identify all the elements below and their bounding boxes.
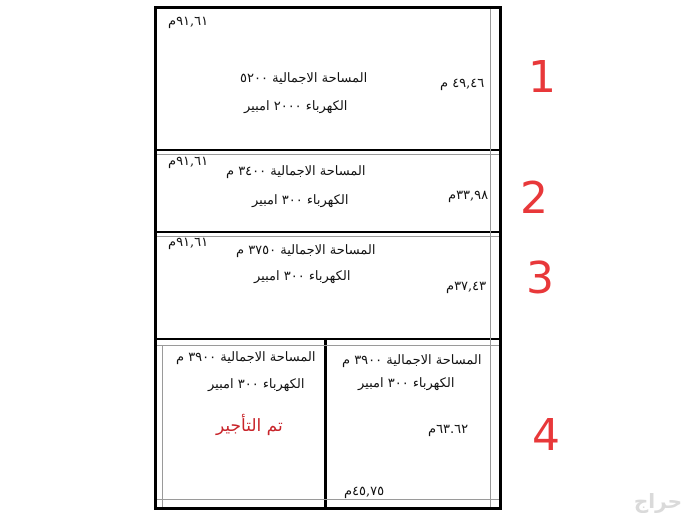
plot-2-number: 2 bbox=[520, 173, 548, 224]
plot-2-side-dimension: ٣٣,٩٨م bbox=[448, 188, 489, 203]
plot-4-right-electricity: الكهرباء ٣٠٠ امبير bbox=[358, 376, 455, 391]
plot-4-bottom-dimension: ٤٥,٧٥م bbox=[344, 484, 385, 499]
plot-1-number: 1 bbox=[528, 52, 556, 103]
plot-4-left-rented-status: تم التأجير bbox=[216, 416, 283, 436]
plot-4-right-area: المساحة الاجمالية ٣٩٠٠ م bbox=[342, 353, 482, 368]
plot-3-electricity: الكهرباء ٣٠٠ امبير bbox=[254, 269, 351, 284]
plot-3-top-dimension: ٩١,٦١م bbox=[168, 235, 209, 250]
plot-1-top-dimension: ٩١,٦١م bbox=[168, 14, 209, 29]
plot-2-area: المساحة الاجمالية ٣٤٠٠ م bbox=[226, 164, 366, 179]
plot-2-electricity: الكهرباء ٣٠٠ امبير bbox=[252, 193, 349, 208]
guide-line-4 bbox=[157, 345, 499, 346]
guide-line-left bbox=[162, 345, 163, 507]
plan-border-top bbox=[154, 6, 502, 9]
plot-4-side-dimension: ٦٣.٦٢م bbox=[428, 422, 469, 437]
plan-border-bottom bbox=[154, 507, 502, 510]
plot-1-area: المساحة الاجمالية ٥٢٠٠ bbox=[240, 71, 368, 86]
plot-4-number: 4 bbox=[532, 410, 560, 461]
divider-plot-2-3 bbox=[154, 231, 502, 233]
guide-line-mid bbox=[157, 236, 499, 237]
guide-line-top bbox=[157, 154, 499, 155]
plot-3-number: 3 bbox=[526, 253, 554, 304]
plot-1-side-dimension: ٤٩,٤٦ م bbox=[440, 76, 485, 91]
divider-plot-1-2 bbox=[154, 149, 502, 151]
plan-border-left bbox=[154, 6, 157, 510]
divider-plot-4-units bbox=[324, 338, 327, 510]
plot-3-side-dimension: ٣٧,٤٣م bbox=[446, 279, 487, 294]
divider-plot-3-4 bbox=[154, 338, 502, 340]
plot-2-top-dimension: ٩١,٦١م bbox=[168, 154, 209, 169]
guide-line-right bbox=[490, 9, 491, 507]
plot-3-area: المساحة الاجمالية ٣٧٥٠ م bbox=[236, 243, 376, 258]
plan-border-right bbox=[499, 6, 502, 510]
guide-line-bottom bbox=[157, 499, 499, 500]
plot-1-electricity: الكهرباء ٢٠٠٠ امبير bbox=[244, 99, 348, 114]
plot-4-left-electricity: الكهرباء ٣٠٠ امبير bbox=[208, 377, 305, 392]
plot-4-left-area: المساحة الاجمالية ٣٩٠٠ م bbox=[176, 350, 316, 365]
watermark-logo: حراج bbox=[633, 489, 682, 513]
